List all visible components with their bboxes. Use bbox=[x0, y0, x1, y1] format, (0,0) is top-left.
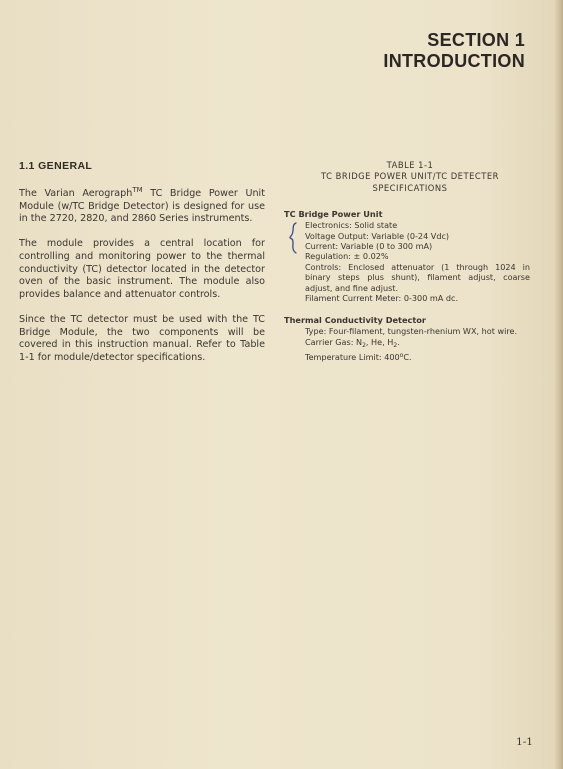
general-column bbox=[19, 160, 265, 377]
spec-electronics: Electronics: Solid state bbox=[305, 220, 398, 231]
trademark-mark: TM bbox=[132, 186, 143, 194]
temp-prefix: Temperature Limit: 400 bbox=[305, 352, 400, 363]
spec-temperature bbox=[305, 351, 530, 362]
power-unit-specs bbox=[305, 220, 530, 303]
carrier-subscript-2: 2 bbox=[393, 341, 398, 349]
spec-current: Current: Variable (0 to 300 mA) bbox=[305, 241, 433, 252]
section-header bbox=[383, 30, 525, 72]
table-name: TC BRIDGE POWER UNIT/TC DETECTER bbox=[321, 171, 499, 182]
p1-text-start: The Varian Aerograph bbox=[19, 188, 133, 199]
section-number: SECTION 1 bbox=[427, 30, 525, 50]
handwritten-brace-mark bbox=[286, 222, 300, 254]
page-edge-shadow bbox=[554, 0, 563, 769]
general-heading: 1.1 GENERAL bbox=[19, 160, 93, 172]
general-paragraph-2: The module provides a central location for controlling and monitoring power to the thermal conductivity (TC) detector located in the detector oven of the basic instrument. The module also provides balance and attenuator controls. bbox=[19, 238, 265, 300]
section-title: INTRODUCTION bbox=[383, 51, 525, 71]
detector-heading: Thermal Conductivity Detector bbox=[284, 315, 426, 326]
detector-specs bbox=[305, 326, 530, 362]
carrier-subscript-1: 2 bbox=[362, 341, 366, 349]
table-title bbox=[290, 160, 530, 194]
spec-controls: Controls: Enclosed attenuator (1 through 1024 in binary steps plus shunt), filament adjust, coarse adjust, and fine adjust. bbox=[305, 261, 530, 293]
table-number: TABLE 1-1 bbox=[386, 160, 434, 170]
p1-text-end: TC Bridge Power Unit Module (w/TC Bridge Detector) is designed for use in the 2720, 2820, and 2860 Series instruments. bbox=[19, 188, 265, 225]
carrier-prefix: Carrier Gas: N bbox=[305, 336, 363, 347]
spec-regulation: Regulation: ± 0.02% bbox=[305, 251, 389, 262]
carrier-end: . bbox=[397, 336, 400, 347]
degree-mark: o bbox=[399, 352, 404, 360]
spec-meter: Filament Current Meter: 0-300 mA dc. bbox=[305, 293, 459, 304]
spec-carrier-gas bbox=[305, 337, 530, 351]
spec-type: Type: Four-filament, tungsten-rhenium WX, hot wire. bbox=[305, 326, 518, 337]
general-paragraph-1 bbox=[19, 184, 265, 226]
power-unit-heading: TC Bridge Power Unit bbox=[284, 209, 383, 220]
specifications-column bbox=[284, 160, 530, 363]
general-paragraph-3: Since the TC detector must be used with the TC Bridge Module, the two components will be covered in this instruction manual. Refer to Table 1-1 for module/detector specifications. bbox=[19, 313, 265, 363]
spec-voltage: Voltage Output: Variable (0-24 Vdc) bbox=[305, 230, 450, 241]
temp-end: C. bbox=[403, 352, 412, 363]
carrier-mid: , He, H bbox=[365, 336, 394, 347]
page-number: 1-1 bbox=[516, 736, 533, 748]
table-subtitle: SPECIFICATIONS bbox=[372, 182, 448, 193]
